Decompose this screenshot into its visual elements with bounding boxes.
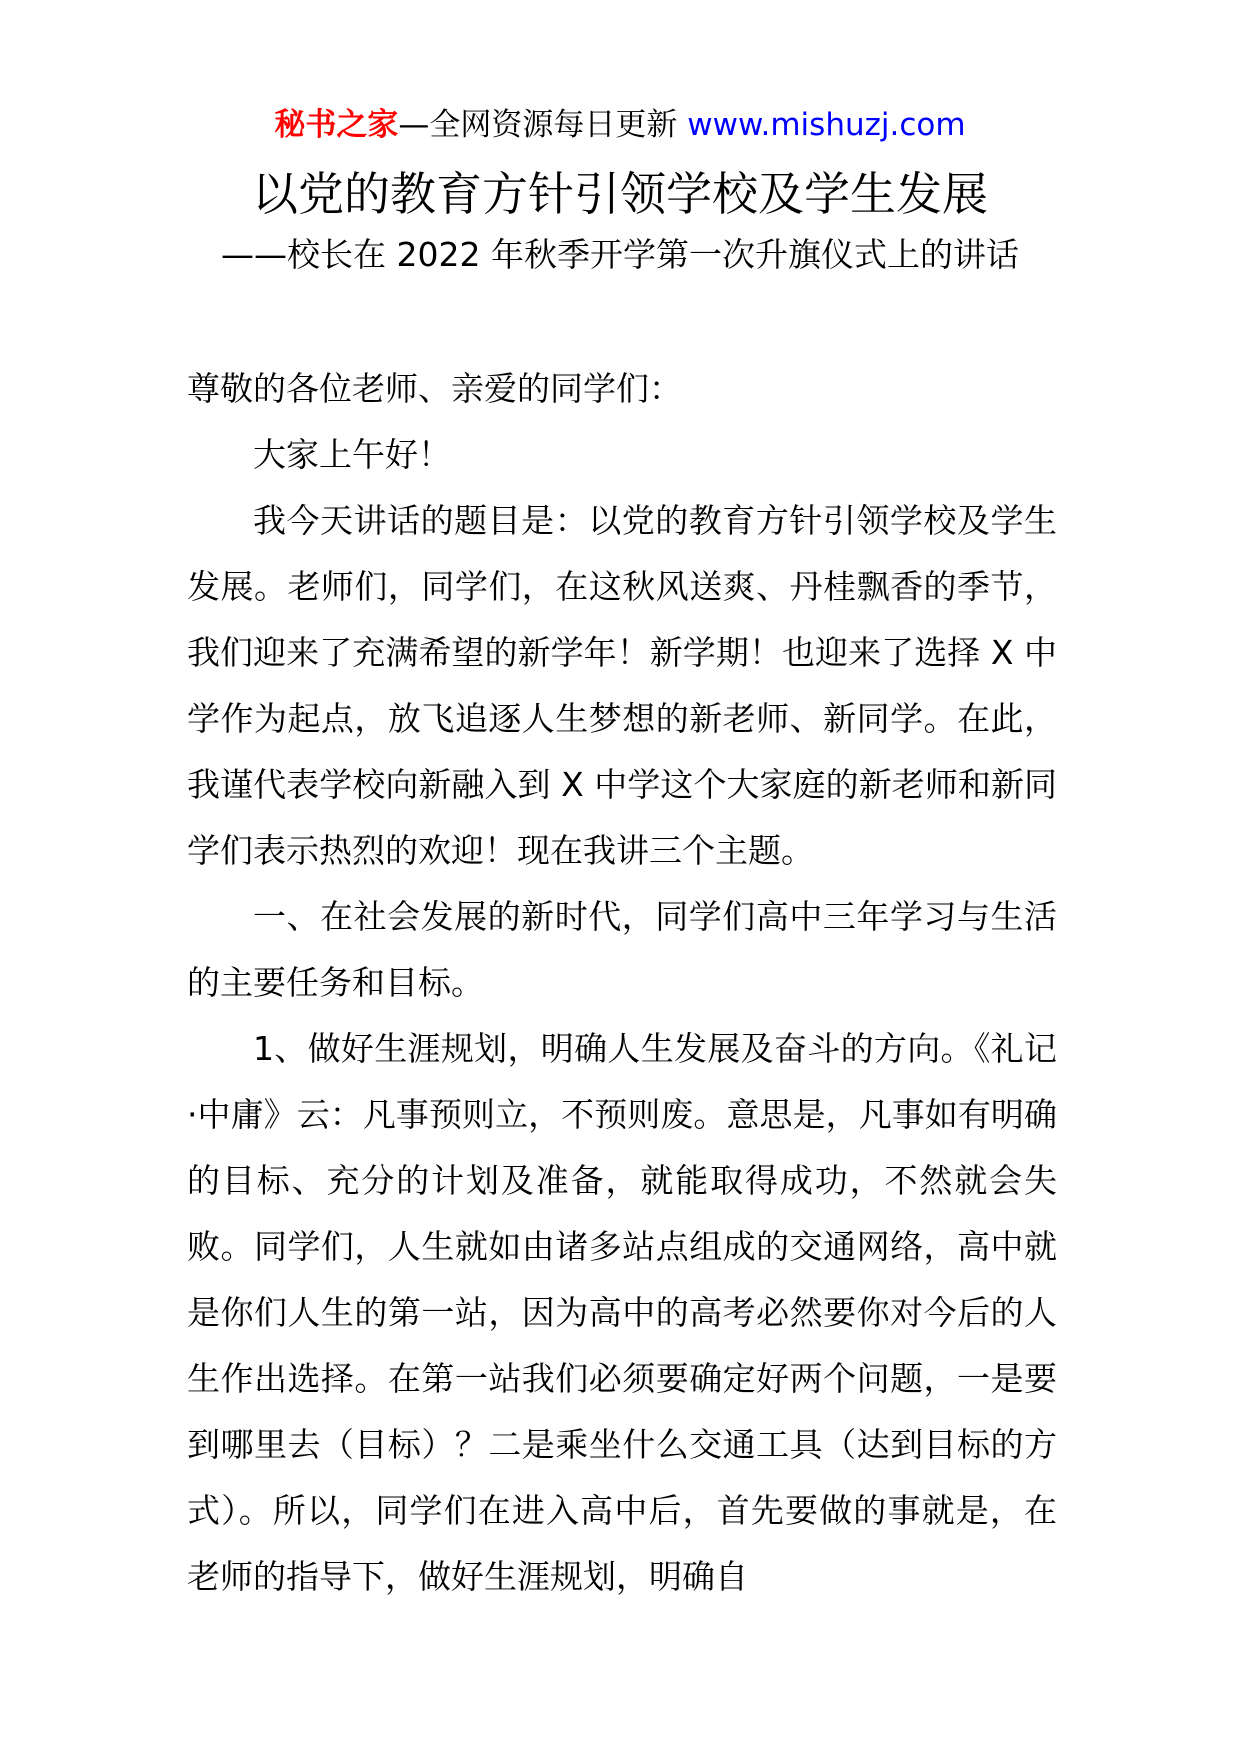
document-body bbox=[187, 356, 1057, 1610]
site-url-link[interactable]: www.mishuzj.com bbox=[687, 107, 966, 143]
body-paragraph: 1、做好生涯规划，明确人生发展及奋斗的方向。《礼记·中庸》云：凡事预则立，不预则废。意思是，凡事如有明确的目标、充分的计划及准备，就能取得成功，不然就会失败。同学们，人生就如由诸多站点组成的交通网络，高中就是你们人生的第一站，因为高中的高考必然要你对今后的人生作出选择。在第一站我们必须要确定好两个问题，一是要到哪里去（目标）？二是乘坐什么交通工具（达到目标的方式）。所以，同学们在进入高中后，首先要做的事就是，在老师的指导下，做好生涯规划，明确自 bbox=[187, 1029, 1057, 1596]
greeting-paragraph: 大家上午好！ bbox=[253, 435, 451, 474]
salutation-paragraph: 尊敬的各位老师、亲爱的同学们： bbox=[187, 369, 682, 408]
section-heading-paragraph: 一、在社会发展的新时代，同学们高中三年学习与生活的主要任务和目标。 bbox=[187, 897, 1057, 1002]
site-brand: 秘书之家 bbox=[274, 107, 399, 143]
document-title: 以党的教育方针引领学校及学生发展 bbox=[252, 167, 988, 221]
site-slogan: —全网资源每日更新 bbox=[398, 107, 678, 143]
document-subtitle: ——校长在 2022 年秋季开学第一次升旗仪式上的讲话 bbox=[221, 235, 1019, 274]
intro-paragraph: 我今天讲话的题目是：以党的教育方针引领学校及学生发展。老师们，同学们，在这秋风送爽、丹桂飘香的季节，我们迎来了充满希望的新学年！新学期！也迎来了选择 X 中学作为起点，放飞追逐人生梦想的新老师、新同学。在此，我谨代表学校向新融入到 X 中学这个大家庭的新老师和新同学们表示热烈的欢迎！现在我讲三个主题。 bbox=[187, 501, 1057, 870]
site-banner bbox=[0, 103, 1240, 147]
